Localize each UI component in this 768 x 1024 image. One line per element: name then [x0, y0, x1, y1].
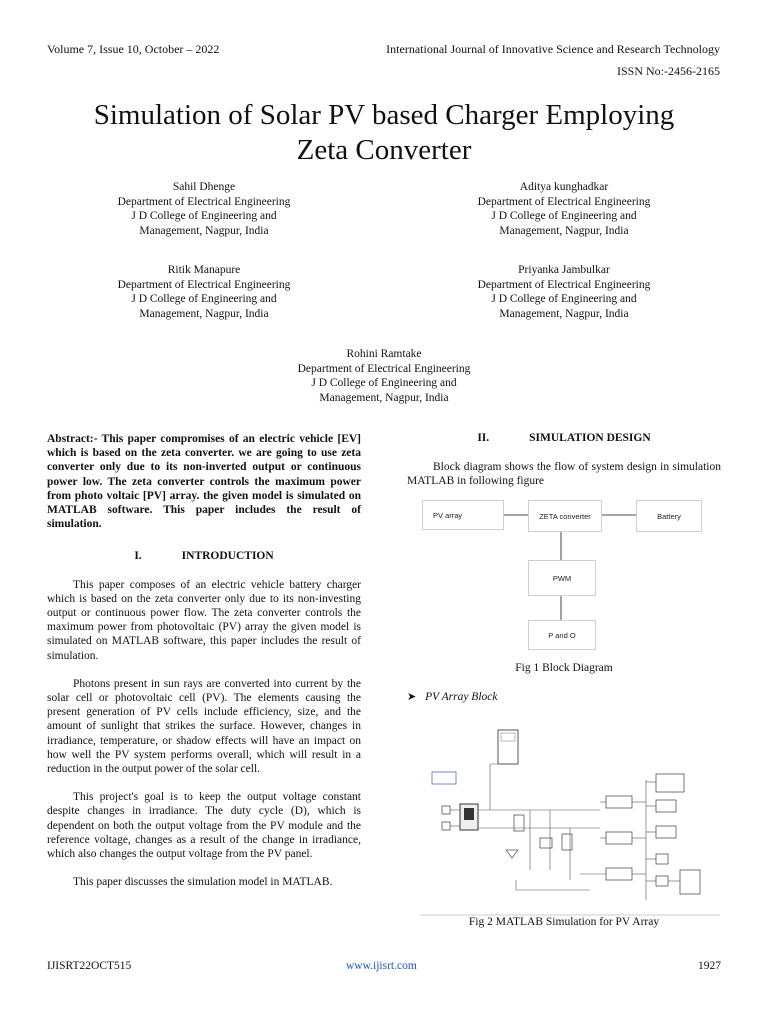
- author-block-2: [424, 180, 704, 238]
- author-dept: Department of Electrical Engineering: [297, 362, 471, 375]
- left-column: [47, 432, 361, 903]
- header-issn: ISSN No:-2456-2165: [616, 64, 720, 78]
- arrow-bullet-icon: ➤: [407, 690, 417, 703]
- block-battery: Battery: [636, 500, 702, 532]
- paper-title: [30, 98, 738, 168]
- footer-website-link[interactable]: www.ijisrt.com: [346, 960, 417, 972]
- author-name: Ritik Manapure: [167, 264, 241, 276]
- author-dept: Department of Electrical Engineering: [477, 195, 651, 208]
- pv-array-subheading: [407, 690, 498, 703]
- author-college: J D College of Engineering and: [131, 293, 277, 305]
- author-block-3: [64, 263, 344, 321]
- matlab-simulation-figure: [420, 720, 720, 916]
- block-diagram: [408, 490, 720, 650]
- section-title: INTRODUCTION: [181, 550, 274, 563]
- section-number: II.: [477, 432, 490, 444]
- subheading-label: PV Array Block: [425, 691, 498, 703]
- author-name: Rohini Ramtake: [346, 348, 422, 360]
- author-dept: Department of Electrical Engineering: [117, 278, 291, 291]
- fig1-caption: Fig 1 Block Diagram: [515, 662, 613, 674]
- intro-paragraph-4: This paper discusses the simulation model in MATLAB.: [73, 876, 333, 889]
- author-place: Management, Nagpur, India: [139, 307, 269, 320]
- block-pv-array: PV array: [422, 500, 504, 530]
- simulink-model-diagram: [420, 720, 720, 916]
- author-dept: Department of Electrical Engineering: [117, 195, 291, 208]
- author-dept: Department of Electrical Engineering: [477, 278, 651, 291]
- author-place: Management, Nagpur, India: [499, 224, 629, 237]
- author-block-1: [64, 180, 344, 238]
- block-zeta-converter: ZETA converter: [528, 500, 602, 532]
- header-volume: Volume 7, Issue 10, October – 2022: [47, 42, 220, 56]
- author-place: Management, Nagpur, India: [499, 307, 629, 320]
- block-p-and-o: P and O: [528, 620, 596, 650]
- intro-paragraph-2: Photons present in sun rays are converted into current by the solar cell or photovoltaic cell (PV). The elements causing the present generation of PV cells include efficiency, size, and the amount of sunlight that strikes the surface. However, changes in irradiance, temperature, or shadow effects will have an impact on how well the PV system performs overall, which will result in a reduction in the output power of the solar cell.: [47, 677, 361, 776]
- section-heading-introduction: [47, 549, 361, 563]
- simulation-paragraph-1: Block diagram shows the flow of system design in simulation MATLAB in following figure: [407, 461, 721, 488]
- author-place: Management, Nagpur, India: [139, 224, 269, 237]
- title-line-1: Simulation of Solar PV based Charger Employing: [93, 99, 675, 131]
- footer-page-number: 1927: [698, 960, 721, 972]
- header-journal: International Journal of Innovative Science and Research Technology: [386, 42, 720, 56]
- author-college: J D College of Engineering and: [311, 377, 457, 389]
- intro-paragraph-3: This project's goal is to keep the output voltage constant despite changes in irradiance. The duty cycle (D), which is dependent on both the output voltage from the PV module and the reference voltage, changes as a result of the change in irradiance, which also changes the output voltage from the PV panel.: [47, 791, 361, 861]
- author-name: Sahil Dhenge: [172, 181, 236, 193]
- intro-paragraph-1: This paper composes of an electric vehicle battery charger which is based on the zeta converter only due to its non-investing output or continuous power flow. The zeta converter controls the maximum power from photovoltaic (PV) array the given model is simulated on MATLAB software, this paper includes the result of simulation.: [47, 578, 361, 662]
- author-college: J D College of Engineering and: [491, 293, 637, 305]
- section-heading-simulation-design: [407, 432, 721, 444]
- author-place: Management, Nagpur, India: [319, 391, 449, 404]
- author-college: J D College of Engineering and: [131, 210, 277, 222]
- author-college: J D College of Engineering and: [491, 210, 637, 222]
- author-name: Priyanka Jambulkar: [518, 264, 610, 276]
- title-line-2: Zeta Converter: [296, 134, 472, 166]
- author-block-5: [244, 347, 524, 405]
- abstract: Abstract:- This paper compromises of an electric vehicle [EV] which is based on the zeta converter. we are going to use zeta converter only due to its non-inverted output or continuous power low. The zeta converter controls the maximum power from photo voltaic [PV] array. the given model is simulated on MATLAB software. This paper includes the result of simulation.: [47, 433, 361, 531]
- fig2-caption: Fig 2 MATLAB Simulation for PV Array: [468, 916, 660, 928]
- footer-paper-id: IJISRT22OCT515: [47, 960, 132, 972]
- author-block-4: [424, 263, 704, 321]
- block-pwm: PWM: [528, 560, 596, 596]
- author-name: Aditya kunghadkar: [519, 181, 609, 193]
- section-number: I.: [134, 550, 142, 563]
- section-title: SIMULATION DESIGN: [529, 432, 651, 444]
